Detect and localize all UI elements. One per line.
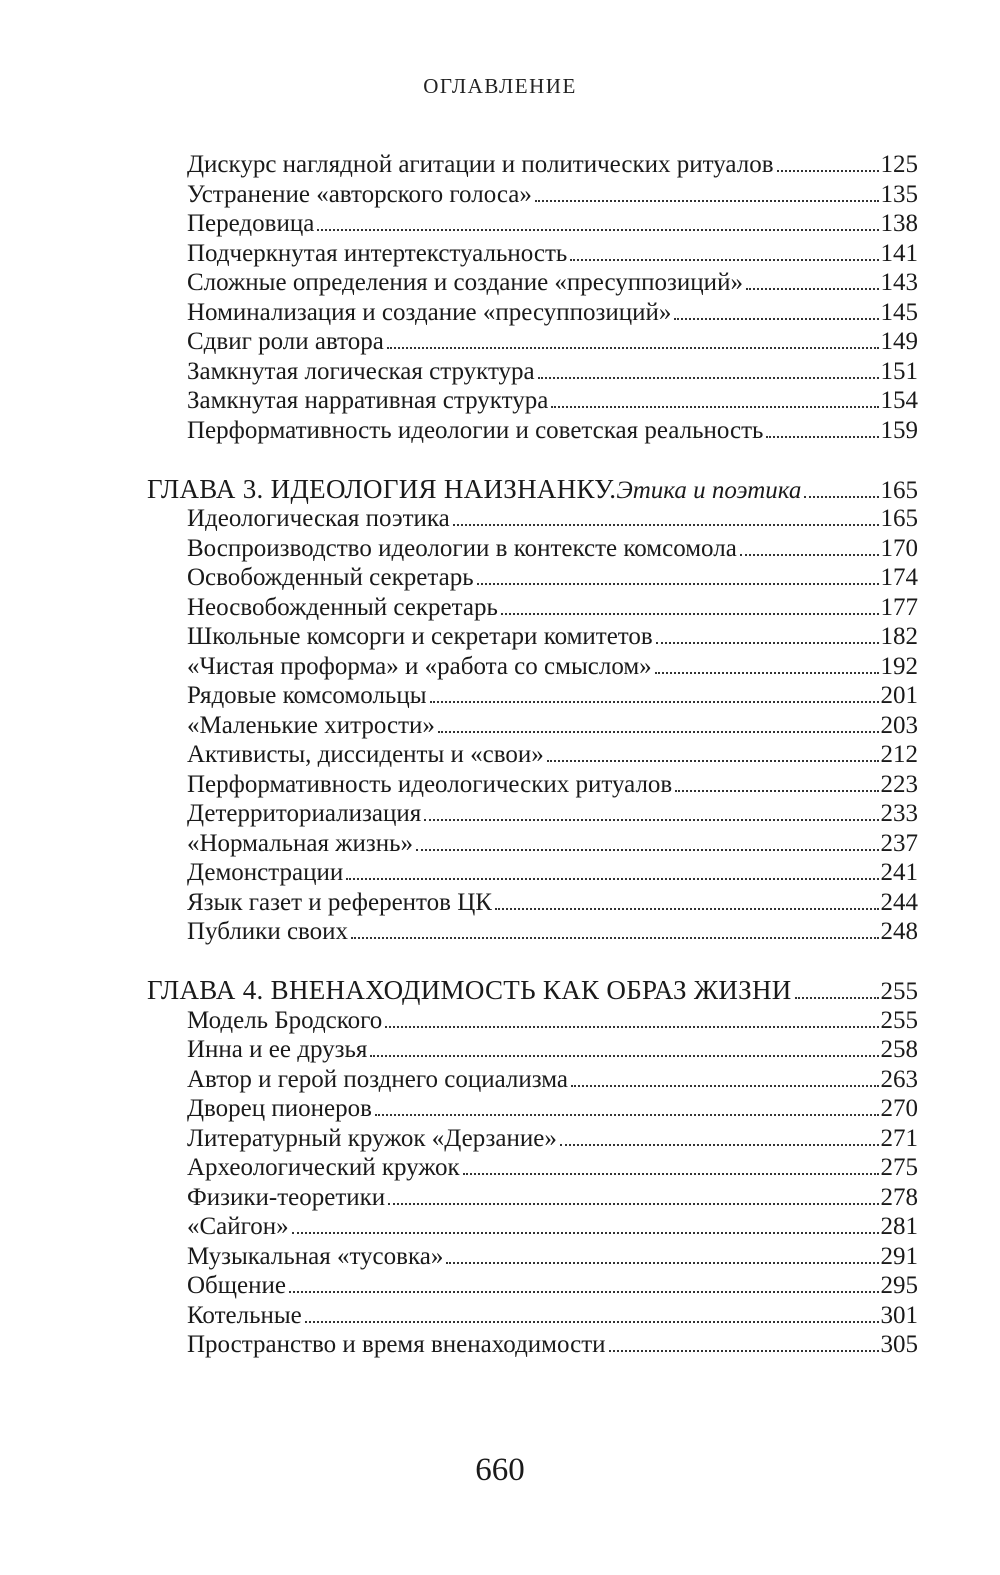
entry-page-number: 270: [880, 1095, 918, 1122]
dot-leader: [351, 937, 878, 939]
dot-leader: [535, 200, 879, 202]
entry-title: Рядовые комсомольцы: [187, 682, 427, 709]
dot-leader: [446, 1262, 878, 1264]
dot-leader: [317, 229, 878, 231]
entry-page-number: 263: [880, 1065, 918, 1093]
toc-chapter-entry[interactable]: [147, 475, 918, 505]
dot-leader: [571, 1085, 878, 1087]
entry-title: Подчеркнутая интертекстуальность: [187, 239, 568, 267]
toc-entry[interactable]: [147, 858, 918, 888]
dot-leader: [547, 760, 879, 762]
toc-entry[interactable]: [147, 534, 918, 564]
entry-title: «Чистая проформа» и «работа со смыслом»: [187, 652, 652, 680]
dot-leader: [387, 347, 879, 349]
toc-entry[interactable]: [147, 770, 918, 800]
entry-title: Модель Бродского: [187, 1006, 383, 1034]
toc-entry[interactable]: [147, 327, 918, 357]
toc-entry[interactable]: [147, 829, 918, 859]
dot-leader: [551, 406, 878, 408]
dot-leader: [740, 554, 879, 556]
dot-leader: [375, 1114, 879, 1116]
entry-title: «Нормальная жизнь»: [187, 829, 414, 857]
entry-title: Общение: [187, 1272, 286, 1299]
toc-entry[interactable]: [147, 298, 918, 328]
toc-entry[interactable]: [147, 1271, 918, 1301]
entry-title: Школьные комсорги и секретари комитетов: [187, 623, 653, 650]
entry-page-number: 141: [880, 239, 918, 267]
toc-entry[interactable]: [147, 711, 918, 741]
entry-page-number: 258: [880, 1036, 918, 1063]
entry-title: Перформативность идеологии и советская реальность: [187, 416, 764, 444]
toc-entry[interactable]: [147, 1124, 918, 1154]
toc-entry[interactable]: [147, 1035, 918, 1065]
entry-title: Перформативность идеологических ритуалов: [187, 770, 673, 798]
entry-page-number: 135: [880, 180, 918, 208]
dot-leader: [674, 318, 878, 320]
entry-page-number: 255: [880, 1006, 918, 1034]
dot-leader: [388, 1203, 878, 1205]
toc-entry[interactable]: [147, 593, 918, 623]
chapter-page-number: 255: [880, 978, 918, 1005]
entry-title: «Маленькие хитрости»: [187, 711, 435, 739]
entry-page-number: 154: [880, 387, 918, 414]
entry-page-number: 241: [880, 859, 918, 886]
toc-entry[interactable]: [147, 1212, 918, 1242]
section-gap: [147, 947, 918, 977]
toc-entry[interactable]: [147, 357, 918, 387]
entry-title: Пространство и время вненаходимости: [187, 1331, 606, 1358]
entry-page-number: 278: [880, 1183, 918, 1211]
toc-chapter-entry[interactable]: [147, 976, 918, 1006]
entry-title: Активисты, диссиденты и «свои»: [187, 741, 544, 768]
entry-title: Литературный кружок «Дерзание»: [187, 1124, 557, 1152]
entry-title: Дискурс наглядной агитации и политических ритуалов: [187, 151, 774, 178]
toc-entry[interactable]: [147, 1330, 918, 1360]
entry-title: Инна и ее друзья: [187, 1036, 368, 1063]
entry-page-number: 237: [880, 829, 918, 857]
dot-leader: [570, 259, 878, 261]
entry-page-number: 301: [880, 1301, 918, 1329]
chapter-page-number: 165: [880, 476, 918, 504]
entry-title: Замкнутая нарративная структура: [187, 387, 549, 414]
dot-leader: [495, 908, 879, 910]
dot-leader: [424, 819, 878, 821]
dot-leader: [453, 524, 879, 526]
entry-page-number: 170: [880, 534, 918, 562]
dot-leader: [305, 1321, 879, 1323]
entry-title: Автор и герой позднего социализма: [187, 1065, 569, 1093]
toc-entry[interactable]: [147, 740, 918, 770]
toc-entry[interactable]: [147, 1094, 918, 1124]
entry-title: Устранение «авторского голоса»: [187, 180, 532, 208]
section-gap: [147, 445, 918, 475]
toc-entry[interactable]: [147, 622, 918, 652]
entry-title: Замкнутая логическая структура: [187, 357, 535, 385]
entry-title: Язык газет и референтов ЦК: [187, 888, 492, 916]
dot-leader: [777, 170, 879, 172]
dot-leader: [609, 1350, 879, 1352]
toc-entry[interactable]: [147, 239, 918, 269]
dot-leader: [501, 613, 879, 615]
entry-title: Освобожденный секретарь: [187, 564, 474, 591]
toc-entry[interactable]: [147, 1065, 918, 1095]
running-head: ОГЛАВЛЕНИЕ: [423, 74, 577, 98]
toc-entry[interactable]: [147, 504, 918, 534]
toc-entry[interactable]: [147, 180, 918, 210]
entry-page-number: 174: [880, 564, 918, 591]
entry-page-number: 281: [880, 1213, 918, 1240]
dot-leader: [538, 377, 879, 379]
dot-leader: [656, 642, 879, 644]
toc-entry[interactable]: [147, 209, 918, 239]
dot-leader: [463, 1173, 879, 1175]
entry-page-number: 165: [880, 505, 918, 532]
entry-page-number: 201: [880, 682, 918, 709]
entry-page-number: 177: [880, 593, 918, 621]
chapter-subtitle: Этика и поэтика: [616, 476, 802, 504]
entry-title: Воспроизводство идеологии в контексте комсомола: [187, 534, 737, 562]
entry-page-number: 145: [880, 298, 918, 326]
dot-leader: [292, 1232, 879, 1234]
entry-page-number: 125: [880, 151, 918, 178]
entry-title: Физики-теоретики: [187, 1183, 386, 1211]
dot-leader: [346, 878, 878, 880]
entry-page-number: 295: [880, 1272, 918, 1299]
entry-title: Музыкальная «тусовка»: [187, 1242, 444, 1270]
entry-page-number: 271: [880, 1124, 918, 1152]
dot-leader: [795, 997, 879, 999]
toc-entry[interactable]: [147, 1242, 918, 1272]
entry-title: Демонстрации: [187, 859, 344, 886]
entry-title: Сложные определения и создание «пресуппозиций»: [187, 269, 743, 296]
entry-title: Археологический кружок: [187, 1154, 460, 1181]
entry-page-number: 149: [880, 328, 918, 355]
toc-entry[interactable]: [147, 917, 918, 947]
entry-page-number: 151: [880, 357, 918, 385]
table-of-contents: [147, 150, 918, 1360]
dot-leader: [675, 790, 878, 792]
toc-entry[interactable]: [147, 150, 918, 180]
entry-page-number: 159: [880, 416, 918, 444]
toc-entry[interactable]: [147, 1183, 918, 1213]
entry-title: Котельные: [187, 1301, 302, 1329]
entry-page-number: 233: [880, 800, 918, 827]
dot-leader: [655, 672, 879, 674]
dot-leader: [385, 1026, 878, 1028]
entry-page-number: 223: [880, 770, 918, 798]
chapter-title: ГЛАВА 3. ИДЕОЛОГИЯ НАИЗНАНКУ.: [147, 473, 617, 504]
entry-title: Идеологическая поэтика: [187, 505, 450, 532]
toc-entry[interactable]: [147, 1006, 918, 1036]
dot-leader: [430, 701, 879, 703]
entry-page-number: 212: [880, 741, 918, 768]
toc-entry[interactable]: [147, 1153, 918, 1183]
entry-title: Передовица: [187, 210, 315, 237]
dot-leader: [804, 496, 878, 498]
entry-title: Номинализация и создание «пресуппозиций»: [187, 298, 672, 326]
entry-title: «Сайгон»: [187, 1213, 289, 1240]
entry-page-number: 203: [880, 711, 918, 739]
dot-leader: [746, 288, 879, 290]
entry-page-number: 291: [880, 1242, 918, 1270]
dot-leader: [289, 1291, 879, 1293]
entry-title: Сдвиг роли автора: [187, 328, 384, 355]
dot-leader: [438, 731, 879, 733]
entry-title: Неосвобожденный секретарь: [187, 593, 498, 621]
toc-entry[interactable]: [147, 386, 918, 416]
dot-leader: [370, 1055, 878, 1057]
dot-leader: [416, 849, 878, 851]
entry-title: Публики своих: [187, 918, 349, 945]
dot-leader: [766, 436, 878, 438]
toc-entry[interactable]: [147, 563, 918, 593]
entry-page-number: 248: [880, 918, 918, 945]
entry-page-number: 182: [880, 623, 918, 650]
toc-entry[interactable]: [147, 681, 918, 711]
dot-leader: [477, 583, 879, 585]
entry-page-number: 244: [880, 888, 918, 916]
toc-entry[interactable]: [147, 799, 918, 829]
toc-entry[interactable]: [147, 1301, 918, 1331]
toc-entry[interactable]: [147, 268, 918, 298]
toc-entry[interactable]: [147, 888, 918, 918]
entry-page-number: 143: [880, 269, 918, 296]
toc-entry[interactable]: [147, 652, 918, 682]
entry-title: Детерриториализация: [187, 800, 422, 827]
entry-page-number: 138: [880, 210, 918, 237]
entry-page-number: 275: [880, 1154, 918, 1181]
toc-entry[interactable]: [147, 416, 918, 446]
entry-page-number: 305: [880, 1331, 918, 1358]
entry-page-number: 192: [880, 652, 918, 680]
page-number: 660: [475, 1452, 525, 1488]
entry-title: Дворец пионеров: [187, 1095, 372, 1122]
dot-leader: [560, 1144, 879, 1146]
chapter-title: ГЛАВА 4. ВНЕНАХОДИМОСТЬ КАК ОБРАЗ ЖИЗНИ: [147, 975, 792, 1005]
